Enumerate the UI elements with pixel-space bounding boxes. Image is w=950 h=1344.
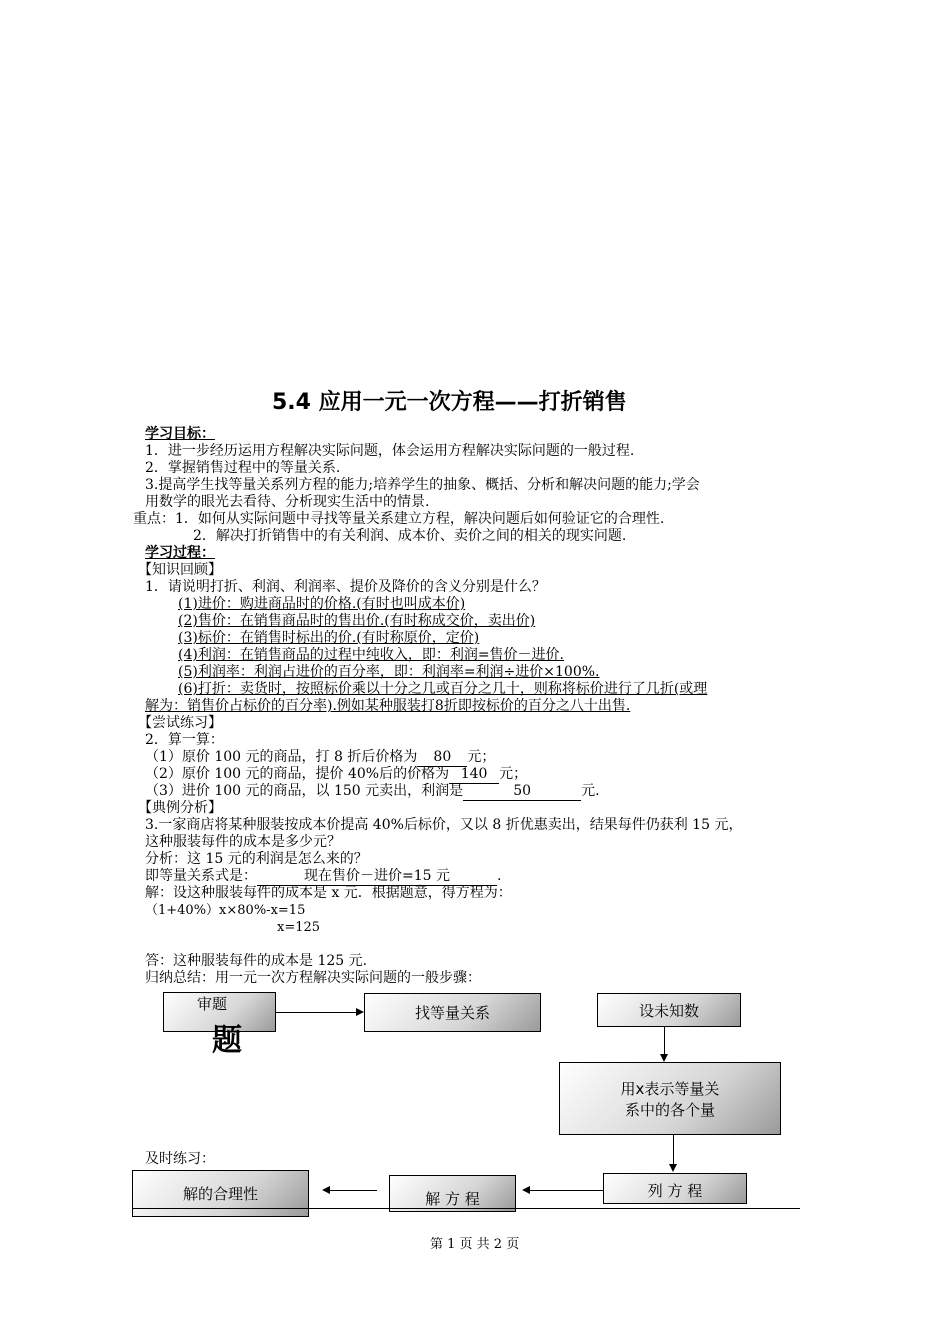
step-set-equation — [603, 1173, 747, 1204]
practice-item — [145, 766, 527, 784]
step-set-unknown: 设未知数 — [597, 993, 741, 1027]
goal-item: 2．掌握销售过程中的等量关系. — [145, 460, 341, 476]
review-heading: 【知识回顾】 — [138, 562, 222, 578]
arrow-head — [522, 1186, 530, 1194]
step-set-equation-label: 列 方 程 — [647, 1182, 703, 1200]
step-express-line2: 系中的各个量 — [624, 1100, 715, 1119]
answer-blank: 80 — [417, 749, 467, 767]
key-point-line: 重点：1．如何从实际问题中寻找等量关系建立方程，解决问题后如何验证它的合理性. — [133, 511, 665, 527]
arrow-line — [330, 1190, 377, 1191]
practice-text: （2）原价 100 元的商品，提价 40%后的价格为 — [145, 766, 450, 782]
definition-item: 解为：销售价占标价的百分率).例如某种服装打8折即按标价的百分之八十出售. — [145, 698, 631, 714]
arrow-line — [530, 1190, 603, 1191]
step-express-line1: 用x表示等量关 — [620, 1079, 720, 1098]
goal-item: 1．进一步经历运用方程解决实际问题，体会运用方程解决实际问题的一般过程. — [145, 443, 635, 459]
definition-item: (5)利润率：利润占进价的百分率，即：利润率=利润÷进价×100%. — [178, 664, 600, 680]
example-heading: 【典例分析】 — [138, 800, 222, 816]
arrow-head — [356, 1008, 364, 1016]
summary: 归纳总结：用一元一次方程解决实际问题的一般步骤： — [145, 970, 481, 986]
practice-text: （3）进价 100 元的商品，以 150 元卖出，利润是 — [145, 783, 464, 799]
definition-item: (3)标价：在销售时标出的价.(有时称原价，定价) — [178, 630, 480, 646]
question-3-cont: 这种服装每件的成本是多少元？ — [145, 834, 341, 850]
equation-2: x=125 — [277, 920, 321, 935]
arrow-head — [322, 1186, 330, 1194]
practice-heading: 【尝试练习】 — [138, 715, 222, 731]
definition-item: (4)利润：在销售商品的过程中纯收入，即：利润=售价－进价. — [178, 647, 565, 663]
definition-item: (1)进价：购进商品时的价格.(有时也叫成本价) — [178, 596, 466, 612]
step-solve-equation-label: 解 方 程 — [425, 1190, 480, 1208]
practice-suffix: 元. — [581, 783, 600, 799]
relation-prefix: 即等量关系式是： — [145, 868, 257, 884]
solution: 解：设这种服装每件的成本是 x 元．根据题意，得方程为： — [145, 885, 512, 901]
goals-heading: 学习目标： — [145, 426, 215, 442]
page-footer: 第 1 页 共 2 页 — [430, 1237, 520, 1252]
practice-item — [145, 783, 600, 801]
relation-answer: 现在售价－进价=15 元 — [257, 868, 497, 886]
process-heading: 学习过程： — [145, 545, 215, 561]
answer-blank: 140 — [449, 766, 499, 784]
question-2: 2．算一算： — [145, 732, 224, 748]
practice-item — [145, 749, 495, 767]
arrow-head — [660, 1054, 668, 1062]
step-express-with-x — [559, 1062, 781, 1135]
step-shenti-label: 审题 — [197, 995, 228, 1013]
step-solve-equation — [389, 1175, 516, 1212]
baseline — [132, 1208, 800, 1209]
practice-suffix: 元； — [499, 766, 528, 782]
arrow-head — [669, 1164, 677, 1172]
practice-text: （1）原价 100 元的商品，打 8 折后价格为 — [145, 749, 418, 765]
arrow-line — [276, 1012, 356, 1013]
analysis: 分析：这 15 元的利润是怎么来的？ — [145, 851, 368, 867]
timely-practice: 及时练习： — [145, 1151, 215, 1167]
answer: 答：这种服装每件的成本是 125 元. — [145, 953, 368, 969]
arrow-line — [673, 1135, 674, 1165]
definition-item: (6)打折：卖货时，按照标价乘以十分之几或百分之几十，则称将标价进行了几折(或理 — [178, 681, 708, 697]
key-point-line: 2．解决打折销售中的有关利润、成本价、卖价之间的相关的现实问题. — [193, 528, 627, 544]
relation-suffix: . — [497, 868, 502, 884]
question-3: 3.一家商店将某种服装按成本价提高 40%后标价，又以 8 折优惠卖出，结果每件仍获利 15 元， — [145, 817, 743, 833]
relation — [145, 868, 501, 886]
question-1: 1．请说明打折、利润、利润率、提价及降价的含义分别是什么？ — [145, 579, 546, 595]
page-title: 5.4 应用一元一次方程——打折销售 — [272, 390, 627, 415]
step-shenti-big-char: 题 — [212, 1023, 242, 1058]
practice-suffix: 元； — [467, 749, 496, 765]
definition-item: (2)售价：在销售商品时的售出价.(有时称成交价，卖出价) — [178, 613, 536, 629]
equation-1: （1+40%）x×80%-x=15 — [145, 903, 306, 918]
arrow-line — [664, 1027, 665, 1055]
step-check-reasonableness: 解的合理性 — [132, 1170, 309, 1217]
step-find-relation: 找等量关系 — [364, 993, 541, 1032]
goal-item: 用数学的眼光去看待、分析现实生活中的情景. — [145, 494, 430, 510]
goal-item: 3.提高学生找等量关系列方程的能力;培养学生的抽象、概括、分析和解决问题的能力;学会 — [145, 477, 700, 493]
answer-blank: 50 — [463, 783, 581, 801]
